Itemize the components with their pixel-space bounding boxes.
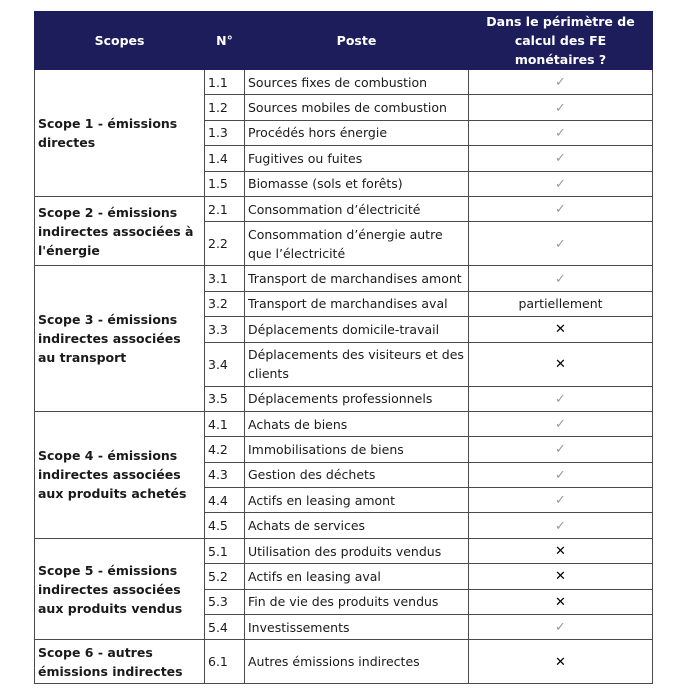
row-poste: Actifs en leasing amont xyxy=(245,488,469,513)
row-status xyxy=(469,146,653,171)
row-status xyxy=(469,386,653,411)
row-status xyxy=(469,291,653,316)
row-status xyxy=(469,589,653,614)
row-poste: Immobilisations de biens xyxy=(245,437,469,462)
table-body xyxy=(35,70,653,684)
scopes-table xyxy=(34,11,653,684)
row-poste: Déplacements domicile-travail xyxy=(245,317,469,342)
row-poste: Achats de biens xyxy=(245,411,469,436)
header-scopes: Scopes xyxy=(35,12,205,70)
row-poste: Consommation d’électricité xyxy=(245,196,469,221)
cross-icon: ✕ xyxy=(555,654,566,670)
check-icon: ✓ xyxy=(555,202,566,218)
row-number: 1.1 xyxy=(205,70,245,95)
row-number: 3.3 xyxy=(205,317,245,342)
table-row xyxy=(35,266,653,291)
table-row xyxy=(35,538,653,563)
header-row xyxy=(35,12,653,70)
row-poste: Transport de marchandises amont xyxy=(245,266,469,291)
table-row xyxy=(35,196,653,221)
row-number: 3.5 xyxy=(205,386,245,411)
row-poste: Fin de vie des produits vendus xyxy=(245,589,469,614)
scope-label: Scope 1 - émissions directes xyxy=(35,70,205,197)
table-row xyxy=(35,640,653,684)
cross-icon: ✕ xyxy=(555,322,566,338)
row-poste: Gestion des déchets xyxy=(245,462,469,487)
check-icon: ✓ xyxy=(555,100,566,116)
row-poste: Déplacements des visiteurs et des clients xyxy=(245,342,469,386)
row-status xyxy=(469,95,653,120)
scope-label: Scope 5 - émissions indirectes associées aux produits vendus xyxy=(35,538,205,640)
row-number: 5.3 xyxy=(205,589,245,614)
row-poste: Achats de services xyxy=(245,513,469,538)
row-number: 5.4 xyxy=(205,615,245,640)
row-status xyxy=(469,196,653,221)
row-poste: Sources fixes de combustion xyxy=(245,70,469,95)
row-poste: Investissements xyxy=(245,615,469,640)
row-number: 5.2 xyxy=(205,564,245,589)
row-poste: Consommation d’énergie autre que l’électricité xyxy=(245,222,469,266)
row-poste: Fugitives ou fuites xyxy=(245,146,469,171)
row-poste: Déplacements professionnels xyxy=(245,386,469,411)
scope-label: Scope 2 - émissions indirectes associées à l'énergie xyxy=(35,196,205,265)
row-number: 3.2 xyxy=(205,291,245,316)
cross-icon: ✕ xyxy=(555,594,566,610)
cross-icon: ✕ xyxy=(555,569,566,585)
row-poste: Sources mobiles de combustion xyxy=(245,95,469,120)
row-status xyxy=(469,615,653,640)
row-status xyxy=(469,564,653,589)
check-icon: ✓ xyxy=(555,151,566,167)
check-icon: ✓ xyxy=(555,442,566,458)
row-status xyxy=(469,462,653,487)
row-status xyxy=(469,171,653,196)
header-poste: Poste xyxy=(245,12,469,70)
scope-label: Scope 3 - émissions indirectes associées au transport xyxy=(35,266,205,412)
row-status xyxy=(469,640,653,684)
row-poste: Utilisation des produits vendus xyxy=(245,538,469,563)
row-number: 4.3 xyxy=(205,462,245,487)
table-row xyxy=(35,411,653,436)
row-number: 1.4 xyxy=(205,146,245,171)
row-poste: Transport de marchandises aval xyxy=(245,291,469,316)
table-row xyxy=(35,70,653,95)
row-status xyxy=(469,513,653,538)
check-icon: ✓ xyxy=(555,75,566,91)
row-number: 2.2 xyxy=(205,222,245,266)
cross-icon: ✕ xyxy=(555,357,566,373)
scope-label: Scope 4 - émissions indirectes associées aux produits achetés xyxy=(35,411,205,538)
row-number: 1.2 xyxy=(205,95,245,120)
check-icon: ✓ xyxy=(555,176,566,192)
check-icon: ✓ xyxy=(555,391,566,407)
row-number: 4.4 xyxy=(205,488,245,513)
row-status xyxy=(469,266,653,291)
status-text: partiellement xyxy=(518,296,603,312)
row-number: 3.1 xyxy=(205,266,245,291)
row-number: 1.3 xyxy=(205,120,245,145)
check-icon: ✓ xyxy=(555,417,566,433)
row-number: 3.4 xyxy=(205,342,245,386)
header-num: N° xyxy=(205,12,245,70)
row-status xyxy=(469,437,653,462)
row-status xyxy=(469,120,653,145)
row-number: 2.1 xyxy=(205,196,245,221)
check-icon: ✓ xyxy=(555,620,566,636)
row-status xyxy=(469,342,653,386)
row-number: 6.1 xyxy=(205,640,245,684)
header-perimetre: Dans le périmètre de calcul des FE monétaires ? xyxy=(469,12,653,70)
check-icon: ✓ xyxy=(555,271,566,287)
row-status xyxy=(469,317,653,342)
row-number: 4.1 xyxy=(205,411,245,436)
check-icon: ✓ xyxy=(555,493,566,509)
check-icon: ✓ xyxy=(555,125,566,141)
row-number: 4.2 xyxy=(205,437,245,462)
row-poste: Biomasse (sols et forêts) xyxy=(245,171,469,196)
row-poste: Actifs en leasing aval xyxy=(245,564,469,589)
scope-label: Scope 6 - autres émissions indirectes xyxy=(35,640,205,684)
row-status xyxy=(469,411,653,436)
check-icon: ✓ xyxy=(555,236,566,252)
cross-icon: ✕ xyxy=(555,544,566,560)
row-poste: Autres émissions indirectes xyxy=(245,640,469,684)
check-icon: ✓ xyxy=(555,518,566,534)
row-number: 1.5 xyxy=(205,171,245,196)
row-poste: Procédés hors énergie xyxy=(245,120,469,145)
row-number: 4.5 xyxy=(205,513,245,538)
row-number: 5.1 xyxy=(205,538,245,563)
row-status xyxy=(469,70,653,95)
row-status xyxy=(469,222,653,266)
row-status xyxy=(469,488,653,513)
check-icon: ✓ xyxy=(555,467,566,483)
row-status xyxy=(469,538,653,563)
